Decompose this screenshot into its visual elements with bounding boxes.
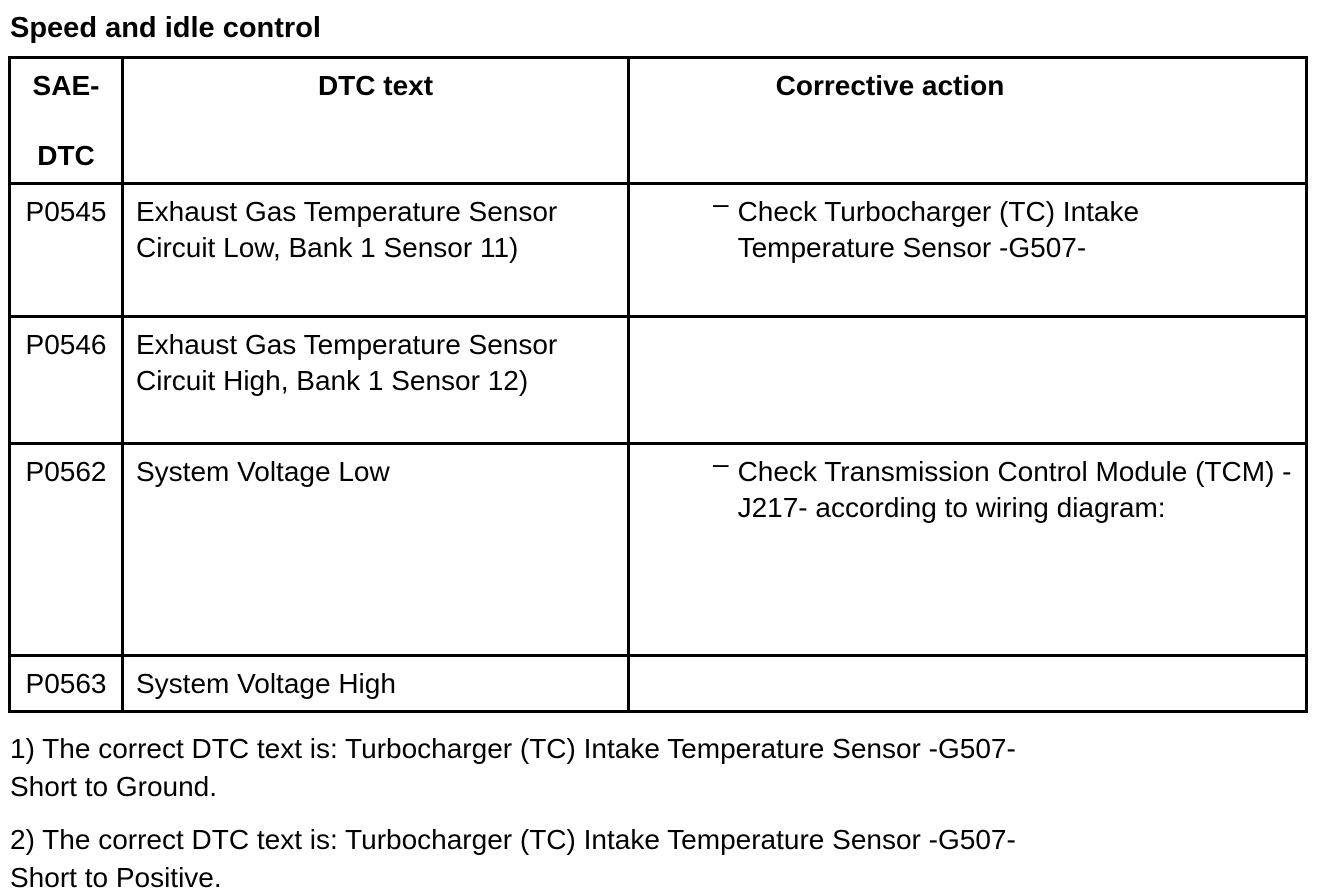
- table-row: [10, 317, 1307, 444]
- page-title: Speed and idle control: [10, 12, 321, 44]
- table-row: [10, 656, 1307, 712]
- column-header-corrective-action: Corrective action: [629, 58, 1307, 184]
- corrective-action-cell: [629, 444, 1307, 656]
- footnote-1-line2: Short to Ground.: [10, 771, 218, 802]
- dtc-text-cell: [123, 444, 629, 656]
- dtc-text-value: Exhaust Gas Temperature Sensor Circuit Low, Bank 1 Sensor 11): [136, 196, 558, 263]
- dtc-text-cell: [123, 184, 629, 317]
- table-row: [10, 184, 1307, 317]
- corrective-action-item: [713, 448, 1293, 526]
- dtc-code-cell: P0546: [10, 317, 123, 444]
- table-header-row: [10, 58, 1307, 184]
- dash-bullet-icon: –: [713, 188, 729, 219]
- dtc-text-cell: [123, 656, 629, 712]
- dash-bullet-icon: –: [713, 448, 729, 479]
- footnote-1: [10, 730, 1328, 806]
- corrective-action-cell: [629, 656, 1307, 712]
- table-row: [10, 444, 1307, 656]
- column-header-sae-dtc-line2: DTC: [37, 140, 95, 171]
- corrective-action-item: [713, 188, 1293, 266]
- footnote-2-line1: 2) The correct DTC text is: Turbocharger (TC) Intake Temperature Sensor -G507-: [10, 824, 1016, 855]
- dtc-code-cell: P0545: [10, 184, 123, 317]
- dtc-text-value: Exhaust Gas Temperature Sensor Circuit High, Bank 1 Sensor 12): [136, 329, 558, 396]
- column-header-dtc-text: DTC text: [123, 58, 629, 184]
- dtc-table: [8, 56, 1308, 713]
- corrective-action-text: Check Transmission Control Module (TCM) -J217- according to wiring diagram:: [737, 456, 1292, 523]
- dtc-text-value: System Voltage Low: [136, 456, 390, 487]
- dtc-code-cell: P0562: [10, 444, 123, 656]
- footnote-1-line1: 1) The correct DTC text is: Turbocharger (TC) Intake Temperature Sensor -G507-: [10, 733, 1016, 764]
- footnote-2-line2: Short to Positive.: [10, 862, 222, 890]
- dtc-text-cell: [123, 317, 629, 444]
- corrective-action-cell: [629, 317, 1307, 444]
- column-header-sae-dtc: [10, 58, 123, 184]
- corrective-action-text: Check Turbocharger (TC) Intake Temperature Sensor -G507-: [737, 196, 1140, 263]
- dtc-text-value: System Voltage High: [136, 668, 396, 699]
- column-header-sae-dtc-line1: SAE-: [32, 70, 100, 101]
- footnote-2: [10, 821, 1328, 890]
- dtc-code-cell: P0563: [10, 656, 123, 712]
- footnotes-section: [10, 730, 1328, 890]
- corrective-action-cell: [629, 184, 1307, 317]
